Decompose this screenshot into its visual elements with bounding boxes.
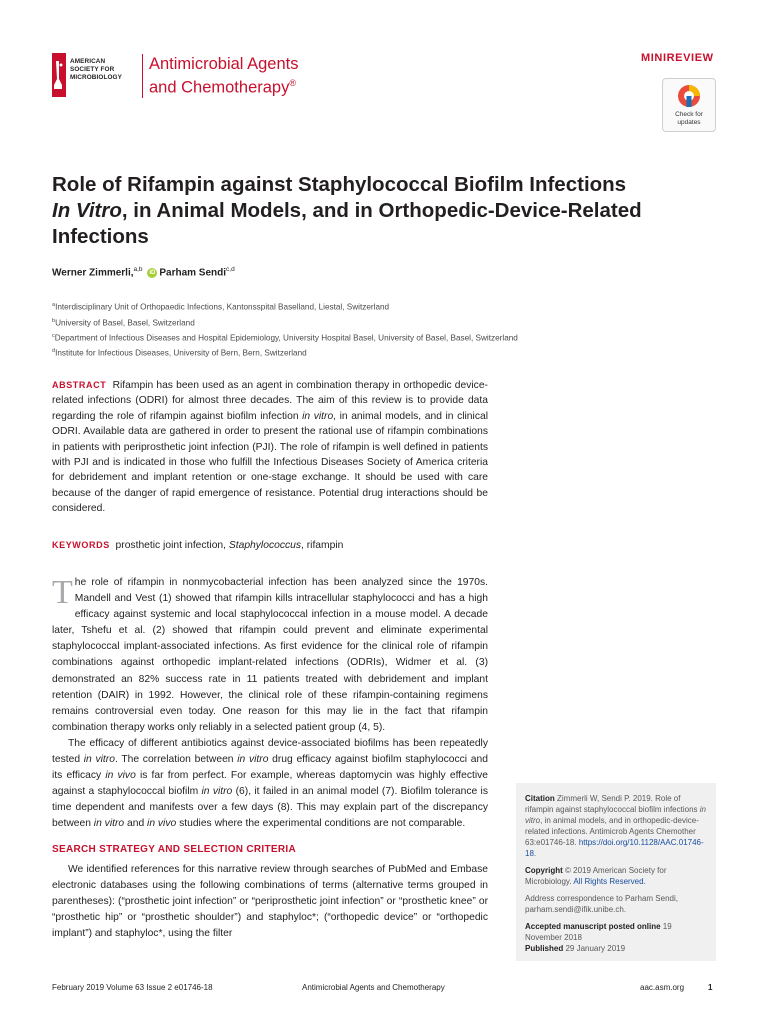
article-type: MINIREVIEW — [641, 52, 714, 64]
footer-issue-info: February 2019 Volume 63 Issue 2 e01746-18 — [52, 983, 213, 992]
orcid-icon[interactable]: iD — [149, 269, 156, 276]
keywords: KEYWORDS prosthetic joint infection, Staphylococcus, rifampin — [52, 540, 344, 551]
journal-name: Antimicrobial Agents and Chemotherapy® — [149, 55, 299, 97]
affiliation-c: $^c$Department of Infectious Diseases and Hospital Epidemiology, University Hospital Basel, University of Basel, Basel, Switzerland — [52, 333, 518, 343]
copyright-block: Copyright © 2019 American Society for Microbiology. All Rights Reserved. — [525, 866, 667, 886]
author-2: Parham Sendi — [159, 267, 227, 279]
citation-sidebar — [516, 783, 716, 961]
author-1: Werner Zimmerli, — [52, 267, 134, 279]
body-paragraph-1: The role of rifampin in nonmycobacterial infection has been analyzed since the 1970s. Mandell and Vest (1) showed that rifampin kills intracellular staphylococci and has a high efficacy against systemic and local staphylococcal infection in a mouse model. A decade later, Tshefu et al. (2) showed that rifampin could prevent and eliminate experimental staphylococcal implant-associated infections. As first evidence for the clinical role of rifampin combinations against orthopedic implant-related infections (ODRIs), Widmer et al. (3) demonstrated an 82% success rate in 11 patients treated with debridement and implant retention (DAIR) in 1992. However, the clinical role of these rifampin-containing regimens remains controversial even today. One reason for this may lie in the fact that rifampin combination therapy works only reliably in a selected patient group (4, 5). — [52, 574, 488, 733]
rights-link[interactable]: All Rights Reserved. — [573, 877, 646, 886]
abstract: ABSTRACT Rifampin has been used as an agent in combination therapy in orthopedic device-related infections (ODRI) for almost three decades. The aim of this review is to provide data regarding the role of rifampin against biofilm infection in vitro, in animal models, and in clinical ODRI. Available data are gathered in order to present the rational use of rifampin combinations in patients with periprosthetic joint infection (PJI). The role of rifampin is well defined in patients with PJI and is indicated in those who fulfill the Infectious Diseases Society of America criteria for debridement and implant retention or one-stage exchange. It should be used with care because of the danger of rapid emergence of resistance. Potential drug interactions should be considered. — [52, 380, 488, 515]
accepted-date: Accepted manuscript posted online 19 November 2018 — [525, 922, 672, 942]
drop-cap: T — [52, 574, 73, 611]
keywords-label: KEYWORDS — [52, 540, 110, 550]
published-date: Published 29 January 2019 — [525, 944, 626, 953]
section-heading: SEARCH STRATEGY AND SELECTION CRITERIA — [52, 843, 297, 855]
header-divider — [142, 54, 143, 98]
publisher-name: AMERICAN SOCIETY FOR MICROBIOLOGY — [70, 58, 122, 81]
citation-block: Citation Zimmerli W, Sendi P. 2019. Role of rifampin against staphylococcal biofilm infections in vitro, in animal models, and in orthopedic-device-related infections. Antimicrob Agents Chemother 63:e01746-18. https://doi.org/10.1128/AAC.01746-18. — [525, 794, 706, 858]
correspondence-block: Address correspondence to Parham Sendi, parham.sendi@ifik.unibe.ch. — [525, 894, 678, 914]
article-title: Role of Rifampin against Staphylococcal Biofilm Infections In Vitro, in Animal Models, and in Orthopedic-Device-Related Infections — [52, 173, 642, 248]
affiliation-a: $^a$Interdisciplinary Unit of Orthopaedic Infections, Kantonsspital Baselland, Liestal, Switzerland — [52, 302, 390, 312]
doi-link[interactable]: https://doi.org/10.1128/AAC.01746-18 — [525, 838, 704, 858]
article-body — [52, 575, 488, 942]
author-list: Werner Zimmerli,$^{a,b}$ iD Parham Sendi$^{c,d}$ — [52, 266, 235, 279]
abstract-label: ABSTRACT — [52, 380, 107, 390]
body-paragraph-2: The efficacy of different antibiotics against device-associated biofilms has been repeatedly tested in vitro. The correlation between in vitro drug efficacy against biofilm staphylococci and its efficacy in vivo is far from perfect. For example, whereas daptomycin was highly effective against a staphylococcal biofilm in vitro (6), it failed in an animal model (7). Biofilm tolerance is time dependent and manifests over a few days (8). This may explain part of the discrepancy between in vitro and in vivo studies where the experimental conditions are not comparable. — [52, 737, 489, 830]
footer-site-link[interactable]: aac.asm.org — [640, 983, 685, 992]
affiliation-b: $^b$University of Basel, Basel, Switzerland — [52, 318, 195, 328]
body-paragraph-3: We identified references for this narrative review through searches of PubMed and Embase electronic databases using the following combinations of terms (alternative terms grouped in parentheses): (“prosthetic joint infection” or “periprosthetic joint infection” or “prosthetic knee” or “prosthetic hip” or “prosthetic shoulder”) and staphyloc*; (“orthopedic device” or “orthopedic implant”) and staphyloc*, using the filter — [52, 863, 488, 939]
check-updates-icon — [663, 79, 715, 111]
footer-journal: Antimicrobial Agents and Chemotherapy — [302, 983, 445, 992]
page-number: 1 — [708, 983, 713, 992]
affiliation-d: $^d$Institute for Infectious Diseases, University of Bern, Bern, Switzerland — [52, 348, 307, 358]
check-updates-label: Check for updates — [675, 111, 703, 126]
check-for-updates-button[interactable] — [662, 78, 716, 132]
